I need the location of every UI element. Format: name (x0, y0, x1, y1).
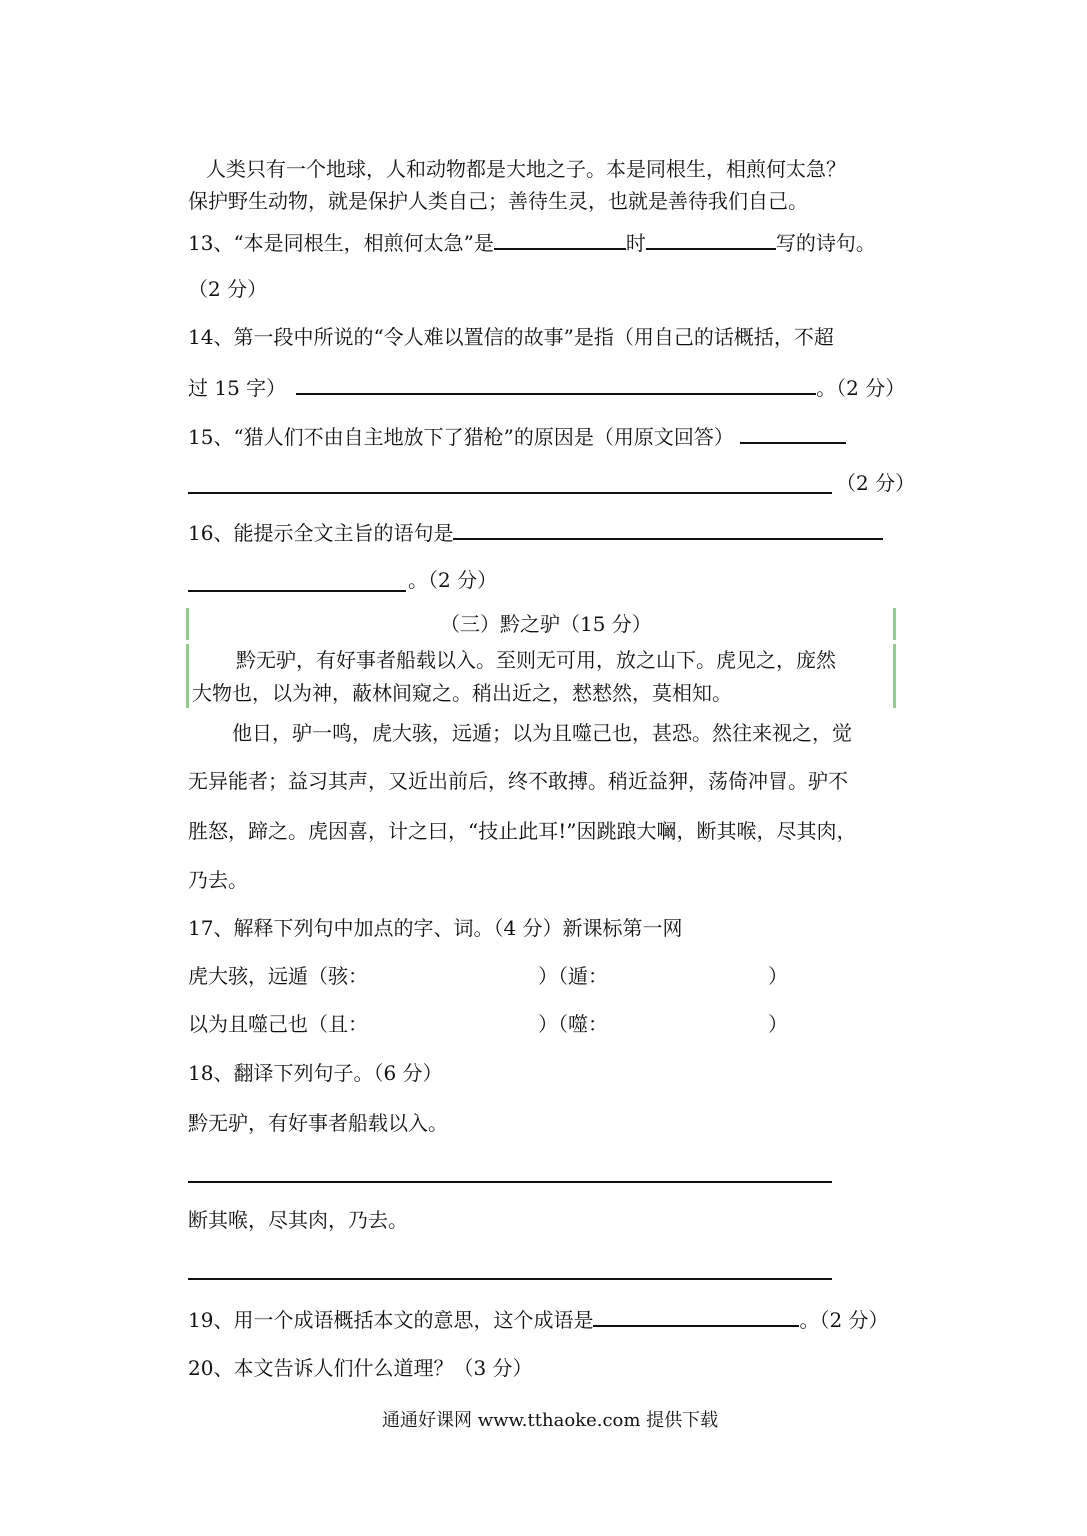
highlight-bar-left-1 (186, 608, 189, 640)
question-16 (188, 518, 883, 546)
q14-prefix: 过 15 字） (188, 376, 287, 400)
question-19 (188, 1305, 889, 1333)
q17-row-1-sentence: 虎大骇，远遁（骇： (188, 964, 368, 988)
q13-score: （2 分） (188, 277, 268, 301)
intro-line-2: 保护野生动物，就是保护人类自己；善待生灵，也就是善待我们自己。 (188, 189, 808, 213)
passage-p2-line-1: 他日，驴一鸣，虎大骇，远遁；以为且噬己也，甚恐。然往来视之，觉 (232, 721, 852, 745)
q13-mid: 时 (625, 231, 646, 255)
q16-answer-blank-1[interactable] (453, 518, 883, 540)
q16-answer-blank-2[interactable] (188, 590, 406, 592)
q13-blank-time[interactable] (494, 228, 626, 250)
question-13 (188, 228, 876, 256)
highlight-bar-left-2 (186, 644, 189, 708)
q14-answer-blank[interactable] (296, 373, 816, 395)
passage-p1-line-2: 大物也，以为神，蔽林间窥之。稍出近之，慭慭然，莫相知。 (192, 681, 732, 705)
intro-line-1: 人类只有一个地球，人和动物都是大地之子。本是同根生，相煎何太急？ (206, 157, 846, 181)
q17-row-1-mid: ）（遁： (538, 964, 608, 988)
q18-answer-line-2[interactable] (188, 1278, 832, 1280)
q18-sentence-2: 断其喉，尽其肉，乃去。 (188, 1208, 408, 1232)
q16-prefix: 16、能提示全文主旨的语句是 (188, 521, 454, 545)
question-14-line-1: 14、第一段中所说的“令人难以置信的故事”是指（用自己的话概括，不超 (188, 325, 834, 349)
question-17: 17、解释下列句中加点的字、词。（4 分）新课标第一网 (188, 916, 683, 940)
footer-source: 通通好课网 www.tthaoke.com 提供下载 (382, 1410, 719, 1431)
question-18: 18、翻译下列句子。（6 分） (188, 1061, 443, 1085)
q14-suffix: 。（2 分） (816, 376, 906, 400)
q17-row-2-end: ） (768, 1012, 788, 1036)
q18-sentence-1: 黔无驴，有好事者船载以入。 (188, 1111, 448, 1135)
q17-row-1-end: ） (768, 964, 788, 988)
q13-prefix: 13、“本是同根生，相煎何太急”是 (188, 231, 494, 255)
highlight-bar-right-1 (893, 608, 896, 640)
q17-row-2-sentence: 以为且噬己也（且： (188, 1012, 368, 1036)
q15-answer-blank-2[interactable] (188, 492, 832, 494)
q19-suffix: 。（2 分） (799, 1308, 889, 1332)
question-20: 20、本文告诉人们什么道理？（3 分） (188, 1356, 533, 1380)
q18-answer-line-1[interactable] (188, 1181, 832, 1183)
passage-p2-line-2: 无异能者；益习其声，又近出前后，终不敢搏。稍近益狎，荡倚冲冒。驴不 (188, 769, 848, 793)
q13-blank-author[interactable] (646, 228, 776, 250)
passage-p1-line-1: 黔无驴，有好事者船载以入。至则无可用，放之山下。虎见之，庞然 (236, 648, 836, 672)
section-3-title: （三）黔之驴（15 分） (440, 612, 652, 636)
q16-suffix: 。（2 分） (408, 568, 498, 592)
q19-answer-blank[interactable] (593, 1305, 799, 1327)
passage-p2-line-4: 乃去。 (188, 868, 248, 892)
passage-p2-line-3: 胜怒，蹄之。虎因喜，计之曰，“技止此耳!”因跳踉大㘎，断其喉，尽其肉， (188, 819, 857, 843)
q13-suffix: 写的诗句。 (775, 231, 876, 255)
q15-prefix: 15、“猎人们不由自主地放下了猎枪”的原因是（用原文回答） (188, 425, 734, 449)
q15-answer-blank-1[interactable] (740, 422, 846, 444)
highlight-bar-right-2 (893, 644, 896, 708)
question-14-line-2 (188, 373, 905, 401)
q17-row-2-mid: ）（噬： (538, 1012, 608, 1036)
q19-prefix: 19、用一个成语概括本文的意思，这个成语是 (188, 1308, 594, 1332)
question-15 (188, 422, 846, 450)
q15-score: （2 分） (836, 471, 916, 495)
